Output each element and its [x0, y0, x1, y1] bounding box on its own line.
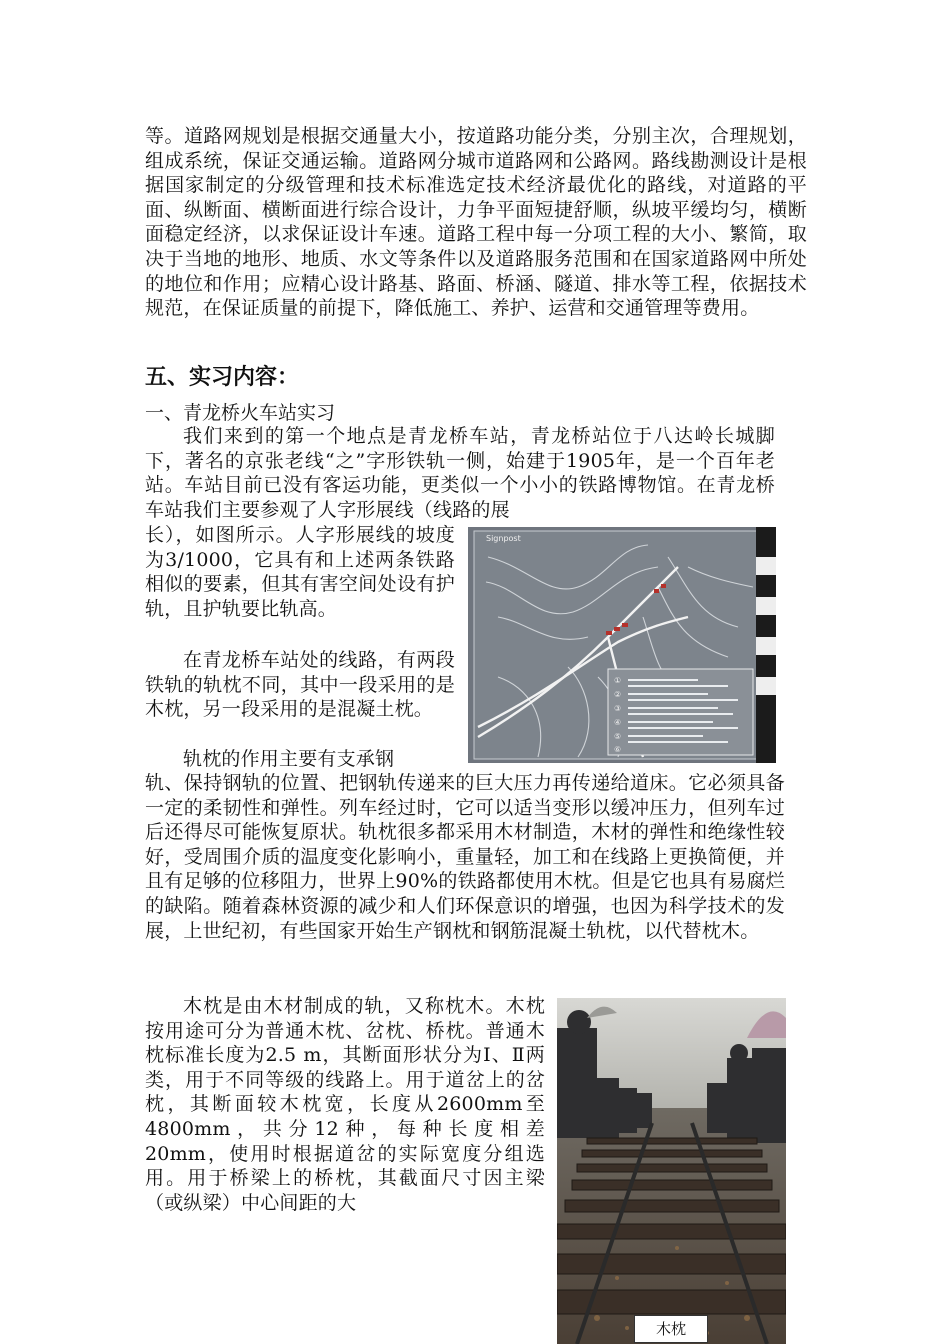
paragraph-1-continued: 长），如图所示。人字形展线的坡度为3/1000，它具有和上述两条铁路相似的要素，但其有害空间处设有护轨，且护轨要比轨高。 [145, 524, 455, 620]
photo-caption: 木枕 [634, 1315, 708, 1343]
sign-title: Signpost [486, 534, 521, 543]
legend-number: ① [614, 676, 622, 685]
paragraph-3: 轨、保持钢轨的位置、把钢轨传递来的巨大压力再传递给道床。它必须具备一定的柔韧性和弹性。列车经过时，它可以适当变形以缓冲压力，但列车过后还得尽可能恢复原状。轨枕很多都采用木材制造，木材的弹性和绝缘性较好，受周围介质的温度变化影响小，重量轻，加工和在线路上更换简便，并且有足够的位移阻力，世界上90%的铁路都使用木枕。但是它也具有易腐烂的缺陷。随着森林资源的减少和人们环保意识的增强，也因为科学技术的发展，上世纪初，有些国家开始生产钢枕和钢筋混凝土轨枕，以代替枕木。 [145, 772, 785, 942]
intro-paragraph: 等。道路网规划是根据交通量大小，按道路功能分类，分别主次，合理规划，组成系统，保证交通运输。道路网分城市道路网和公路网。路线勘测设计是根据国家制定的分级管理和技术标准选定技术经济最优化的路线，对道路的平面、纵断面、横断面进行综合设计，力争平面短捷舒顺，纵坡平缓均匀，横断面稳定经济，以求保证设计车速。道路工程中每一分项工程的大小、繁简，取决于当地的地形、地质、水文等条件以及道路服务范围和在国家道路网中所处的地位和作用；应精心设计路基、路面、桥涵、隧道、排水等工程，依据技术规范，在保证质量的前提下，降低施工、养护、运营和交通管理等费用。 [145, 125, 807, 320]
legend-number: ③ [614, 704, 622, 713]
legend-number: ② [614, 690, 622, 699]
legend-number: ⑤ [614, 732, 622, 741]
wooden-sleeper-photo [557, 998, 786, 1344]
paragraph-4: 木枕是由木材制成的轨，又称枕木。木枕按用途可分为普通木枕、岔枕、桥枕。普通木枕标准长度为2.5 m，其断面形状分为Ⅰ、Ⅱ两类，用于不同等级的线路上。用于道岔上的岔枕，其断面较木枕宽，长度从2600mm至4800mm，共分12种，每种长度相差20mm，使用时根据道岔的实际宽度分组选用。用于桥梁上的桥枕，其截面尺寸因主梁（或纵梁）中心间距的大 [145, 995, 545, 1214]
railway-photo-illustration [557, 998, 786, 1344]
map-illustration [468, 527, 776, 763]
legend-number: ④ [614, 718, 622, 727]
paragraph-2: 在青龙桥车站处的线路，有两段铁轨的轨枕不同，其中一段采用的是木枕，另一段采用的是混凝土枕。 [145, 649, 455, 721]
section-title: 五、实习内容： [145, 365, 300, 390]
paragraph-1: 我们来到的第一个地点是青龙桥车站，青龙桥站位于八达岭长城脚下，著名的京张老线“之”字形铁轨一侧，始建于1905年，是一个百年老站。车站目前已没有客运功能，更类似一个小小的铁路博物馆。在青龙桥车站我们主要参观了人字形展线（线路的展 [145, 425, 775, 521]
legend-number: ⑥ [614, 745, 622, 754]
paragraph-3-start: 轨枕的作用主要有支承钢 [183, 748, 395, 770]
subsection-title: 一、青龙桥火车站实习 [145, 402, 336, 424]
zigzag-line-map-figure [468, 527, 776, 763]
